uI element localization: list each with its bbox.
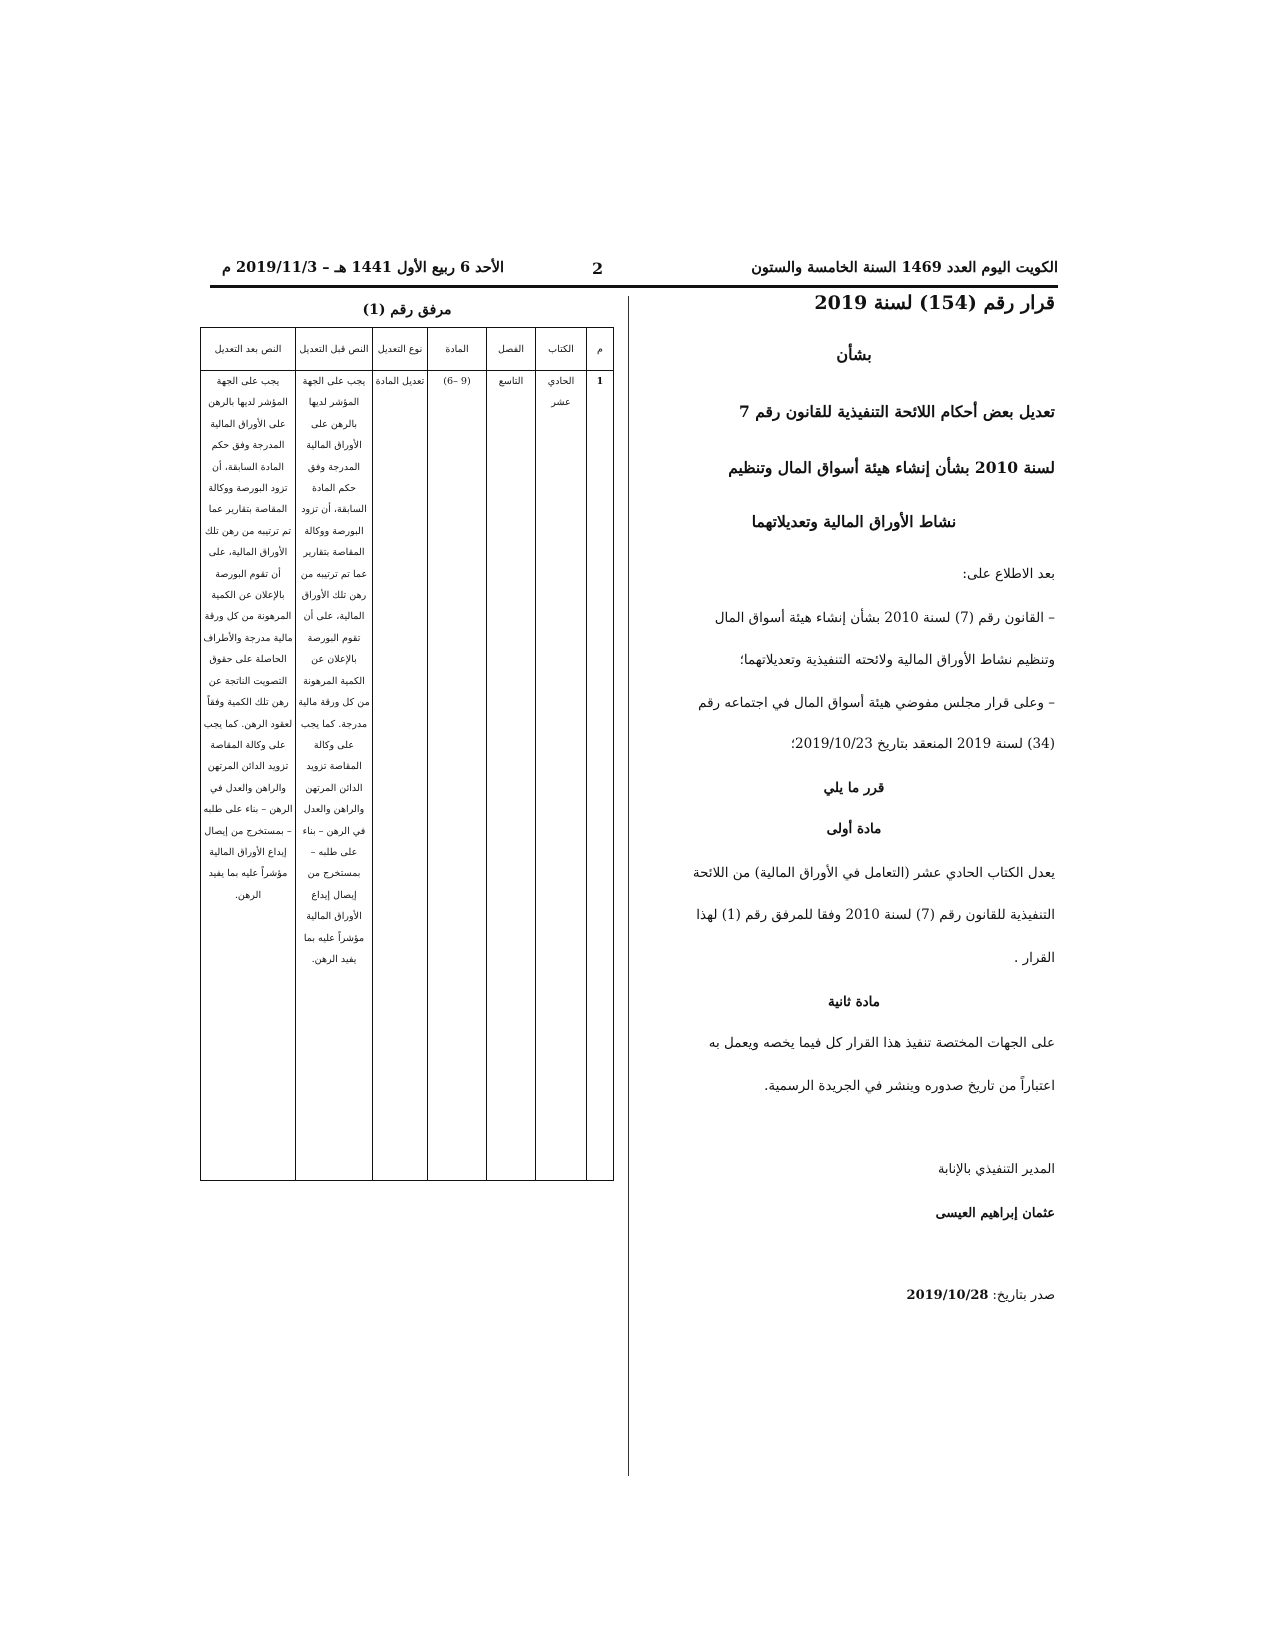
cell-article: (9 –6): [428, 371, 487, 1181]
issued-label: صدر بتاريخ:: [992, 1288, 1055, 1303]
subject-line-2: لسنة 2010 بشأن إنشاء هيئة أسواق المال وتنظيم: [728, 458, 1055, 477]
page-number: 2: [592, 259, 604, 278]
cell-chapter: التاسع: [487, 371, 536, 1181]
cell-text-before: يجب على الجهة المؤشر لديها بالرهن على الأوراق المالية المدرجة وفق حكم المادة السابقة، أن تزود البورصة ووكالة المقاصة بتقارير عما تم ترتيبه من رهن تلك الأوراق المالية، على أن تقوم البورصة بالإعلان عن الكمية المرهونة من كل ورقة مالية مدرجة. كما يجب على وكالة المقاصة تزويد الدائن المرتهن والراهن والعدل في الرهن – بناء على طلبه – بمستخرج من إيصال إيداع الأوراق المالية مؤشراً عليه بما يفيد الرهن.: [296, 371, 373, 1181]
article1-line-3: القرار .: [1014, 950, 1055, 966]
cell-number: 1: [587, 371, 614, 1181]
cell-amendment-type: تعديل المادة: [373, 371, 428, 1181]
article1-line-2: التنفيذية للقانون رقم (7) لسنة 2010 وفقا للمرفق رقم (1) لهذا: [696, 907, 1055, 923]
article2-title: مادة ثانية: [827, 994, 881, 1010]
decision-title: قرار رقم (154) لسنة 2019: [814, 292, 1055, 314]
column-divider: [628, 296, 629, 1476]
page-header: [210, 255, 1058, 281]
subject-line-3: نشاط الأوراق المالية وتعديلاتهما: [751, 512, 957, 531]
cell-text-after: يجب على الجهة المؤشر لديها بالرهن على الأوراق المالية المدرجة وفق حكم المادة السابقة، أن تزود البورصة ووكالة المقاصة بتقارير عما تم ترتيبه من رهن تلك الأوراق المالية، على أن تقوم البورصة بالإعلان عن الكمية المرهونة من كل ورقة مالية مدرجة والأطراف الحاصلة على حقوق التصويت الناتجة عن رهن تلك الكمية وفقاً لعقود الرهن. كما يجب على وكالة المقاصة تزويد الدائن المرتهن والراهن والعدل في الرهن – بناء على طلبه – بمستخرج من إيصال إيداع الأوراق المالية مؤشراً عليه بما يفيد الرهن.: [201, 371, 296, 1181]
preamble-line-3: – وعلى قرار مجلس مفوضي هيئة أسواق المال في اجتماعه رقم: [698, 695, 1055, 711]
preamble-line-4: (34) لسنة 2019 المنعقد بتاريخ 2019/10/23؛: [790, 736, 1055, 752]
preamble-line-2: وتنظيم نشاط الأوراق المالية ولائحته التنفيذية وتعديلاتهما؛: [739, 652, 1055, 668]
col-text-after: النص بعد التعديل: [201, 328, 296, 371]
attachment-title: مرفق رقم (1): [362, 302, 452, 318]
signatory-name: عثمان إبراهيم العيسى: [935, 1206, 1055, 1221]
issued-date: 2019/10/28: [906, 1288, 989, 1303]
col-number: م: [587, 328, 614, 371]
header-rule: [210, 285, 1058, 288]
decision-regarding: بشأن: [836, 345, 872, 364]
signatory-title: المدير التنفيذي بالإنابة: [937, 1162, 1055, 1177]
attachment-table: [200, 327, 614, 1181]
table-header-row: [201, 328, 614, 371]
subject-line-1: تعديل بعض أحكام اللائحة التنفيذية للقانون رقم 7: [739, 402, 1055, 421]
col-chapter: الفصل: [487, 328, 536, 371]
cell-book: الحادي عشر: [536, 371, 587, 1181]
issued-date-line: [653, 1288, 1055, 1303]
decided-heading: قرر ما يلي: [823, 780, 885, 796]
article1-line-1: يعدل الكتاب الحادي عشر (التعامل في الأوراق المالية) من اللائحة: [692, 865, 1055, 881]
preamble-intro: بعد الاطلاع على:: [962, 566, 1055, 582]
preamble-line-1: – القانون رقم (7) لسنة 2010 بشأن إنشاء هيئة أسواق المال: [714, 610, 1055, 626]
col-book: الكتاب: [536, 328, 587, 371]
publication-info: الكويت اليوم العدد 1469 السنة الخامسة والستون: [751, 259, 1058, 276]
table-row: [201, 371, 614, 1181]
col-text-before: النص قبل التعديل: [296, 328, 373, 371]
issue-date: الأحد 6 ربيع الأول 1441 هـ – 2019/11/3 م: [222, 259, 505, 276]
col-amendment-type: نوع التعديل: [373, 328, 428, 371]
article2-line-1: على الجهات المختصة تنفيذ هذا القرار كل فيما يخصه ويعمل به: [708, 1035, 1055, 1051]
article1-title: مادة أولى: [826, 821, 882, 837]
col-article: المادة: [428, 328, 487, 371]
article2-line-2: اعتباراً من تاريخ صدوره وينشر في الجريدة الرسمية.: [764, 1078, 1055, 1094]
